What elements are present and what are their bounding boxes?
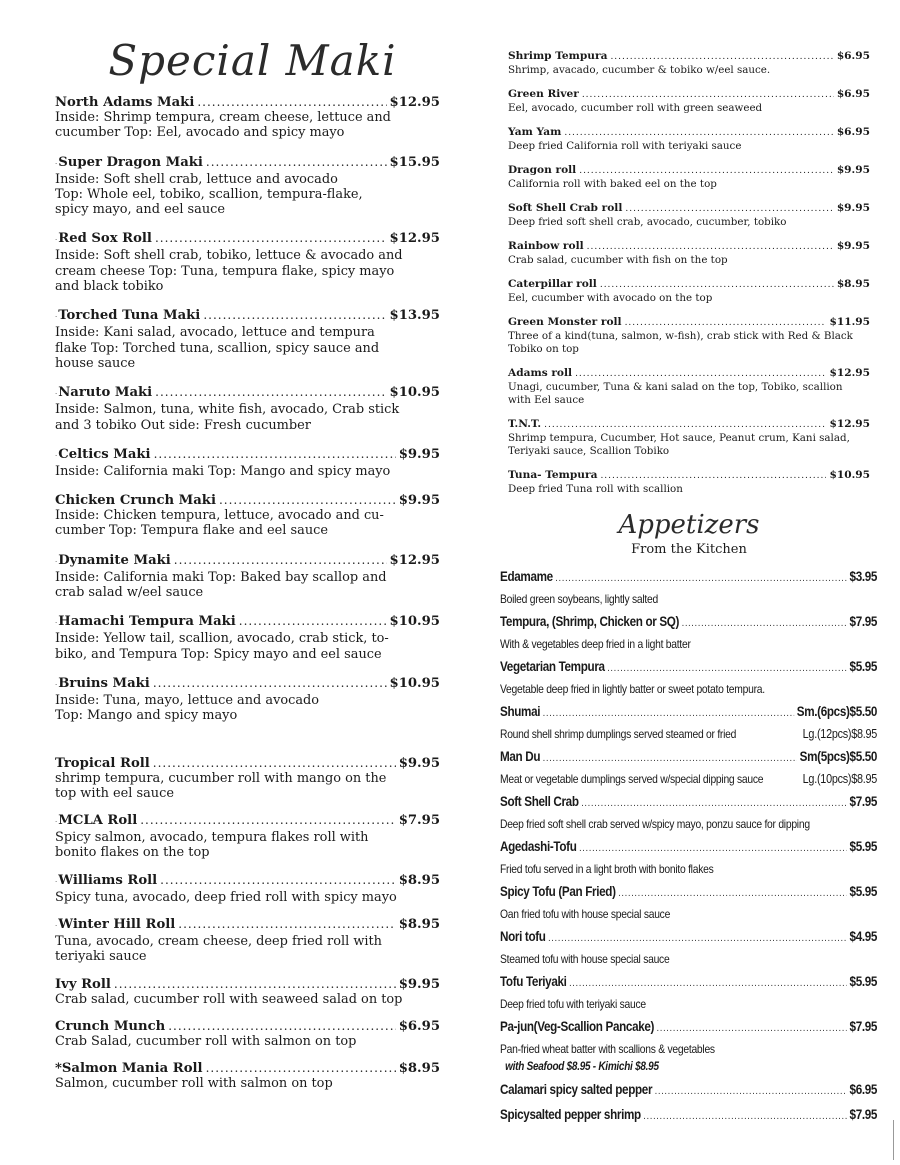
item-desc: Eel, cucumber with avocado on the top [508,292,713,304]
item-name: Tofu Teriyaki [500,974,567,989]
menu-item [55,95,440,141]
appetizers-subtitle: From the Kitchen [631,542,747,557]
item-price: $8.95 [398,1061,440,1077]
item-name: Crunch Munch [55,1018,166,1034]
item-desc: Shrimp, avacado, cucumber & tobiko w/eel sauce. [508,64,771,76]
menu-item: · MCLA Roll ..... $7.95 Spicy salmon, avocado, tempura flakes roll with bonito flakes on the top [55,813,440,861]
item-price: $13.95 [389,308,440,324]
item-desc: Inside: California maki Top: Baked bay scallop and crab salad w/eel sauce [55,569,387,601]
item-desc: Inside: Soft shell crab, tobiko, lettuce & avocado and cream cheese Top: Tuna, tempura flake, spicy mayo and black tobiko [55,248,403,295]
item-desc: Deep fried California roll with teriyaki sauce [508,140,742,152]
item-price: $10.95 [389,614,440,630]
menu-item: · Dynamite Maki ..... $12.95 Inside: California maki Top: Baked bay scallop and crab salad w/eel sauce [55,553,440,601]
right-column [500,0,878,1125]
item-desc: shrimp tempura, cucumber roll with mango on the top with eel sauce [55,770,387,801]
item-price-large: Lg.(10pcs)$8.95 [802,772,878,786]
page-edge-divider [893,1120,894,1160]
item-desc: Shrimp tempura, Cucumber, Hot sauce, Peanut crum, Kani salad, Teriyaki sauce, Scallion Tobiko [508,432,850,457]
menu-item [500,613,877,632]
item-name: T.N.T. [508,418,542,430]
item-desc: Salmon, cucumber roll with salmon on top [55,1076,333,1092]
item-price: $7.95 [849,614,878,629]
item-price: $5.95 [849,974,878,989]
item-name: Rainbow roll [508,240,584,252]
item-desc: Crab salad, cucumber with fish on the top [508,254,728,266]
menu-item [508,50,870,77]
item-name: MCLA Roll [58,813,138,829]
item-desc: Eel, avocado, cucumber roll with green seaweed [508,102,763,114]
item-name: Yam Yam [508,126,562,138]
item-name: Winter Hill Roll [58,917,176,933]
menu-item: · Red Sox Roll ..... $12.95 Inside: Soft shell crab, tobiko, lettuce & avocado and cream cheese Top: Tuna, tempura flake, spicy mayo and black tobiko [55,231,440,294]
item-name: Spicysalted pepper shrimp [500,1107,641,1122]
item-price: $15.95 [389,154,440,170]
item-name: Hamachi Tempura Maki [58,614,236,630]
item-desc: Spicy tuna, avocado, deep fried roll with spicy mayo [55,889,397,905]
item-price: $10.95 [829,469,870,481]
item-price: $9.95 [398,976,440,992]
menu-item: · Williams Roll ..... $8.95 Spicy tuna, avocado, deep fried roll with spicy mayo [55,873,440,905]
menu-item: · Winter Hill Roll ..... $8.95 Tuna, avocado, cream cheese, deep fried roll with teriyaki sauce [55,917,440,965]
menu-item [508,164,870,191]
item-name: Shumai [500,704,541,719]
item-name: Man Du [500,749,541,764]
menu-item [55,977,440,1007]
item-price: $8.95 [398,872,440,888]
item-desc: Three of a kind(tuna, salmon, w-fish), crab stick with Red & Black Tobiko on top [508,330,853,355]
item-price: $9.95 [836,202,870,214]
item-price: $7.95 [849,1107,878,1122]
item-desc: Unagi, cucumber, Tuna & kani salad on the top, Tobiko, scallion with Eel sauce [508,381,843,406]
menu-item [508,316,870,356]
menu-item [55,756,440,802]
item-price: $8.95 [398,917,440,933]
rolls-list-left [55,756,440,1092]
item-desc: Inside: California maki Top: Mango and spicy mayo [55,463,391,479]
item-name: Ivy Roll [55,976,111,992]
item-name: Dynamite Maki [58,552,171,568]
item-desc: Inside: Salmon, tuna, white fish, avocado, Crab stick and 3 tobiko Out side: Fresh cucumber [55,402,400,433]
item-price: $11.95 [829,316,870,328]
item-desc: Pan-fried wheat batter with scallions & vegetables [500,1042,715,1056]
special-maki-title: Special Maki [108,36,397,85]
item-desc: Fried tofu served in a light broth with bonito flakes [500,862,714,876]
menu-item: · Hamachi Tempura Maki ..... $10.95 Inside: Yellow tail, scallion, avocado, crab stick, to- biko, and Tempura Top: Spicy mayo and eel sauce [55,614,440,662]
item-desc: Crab salad, cucumber roll with seaweed salad on top [55,991,403,1007]
item-name: Tempura, (Shrimp, Chicken or SQ) [500,614,680,629]
menu-item [500,1018,877,1037]
item-name: Celtics Maki [58,446,151,462]
item-desc: Meat or vegetable dumplings served w/special dipping sauce Lg.(10pcs)$8.95 [500,772,878,786]
item-name: Soft Shell Crab [500,794,579,809]
item-desc: California roll with baked eel on the top [508,178,717,190]
item-desc: Steamed tofu with house special sauce [500,952,670,966]
item-price: $3.95 [849,569,878,584]
item-variant: with Seafood $8.95 - Kimichi $8.95 [505,1060,659,1073]
menu-item [55,493,440,539]
item-name: Spicy Tofu (Pan Fried) [500,884,616,899]
menu-item: · Super Dragon Maki ..... $15.95 Inside: Soft shell crab, lettuce and avocado Top: Whole eel, tobiko, scallion, tempura-flake, spicy mayo, and eel sauce [55,155,440,218]
item-price: $10.95 [389,385,440,401]
item-price: $9.95 [836,240,870,252]
item-desc: Inside: Shrimp tempura, cream cheese, lettuce and cucumber Top: Eel, avocado and spicy mayo [55,110,391,141]
item-price: $5.95 [849,884,878,899]
menu-item [500,928,877,947]
item-price: $12.95 [829,367,870,379]
item-name: Tuna- Tempura [508,469,598,481]
menu-item [55,1019,440,1049]
item-desc: Crab Salad, cucumber roll with salmon on top [55,1033,357,1049]
menu-item [508,202,870,229]
menu-item [500,703,877,722]
menu-item: · Celtics Maki ..... $9.95 Inside: California maki Top: Mango and spicy mayo [55,447,440,479]
item-price: $9.95 [398,755,440,771]
item-name: Soft Shell Crab roll [508,202,623,214]
item-name: *Salmon Mania Roll [55,1061,203,1077]
item-desc: Inside: Kani salad, avocado, lettuce and tempura flake Top: Torched tuna, scallion, spicy sauce and house sauce [55,325,380,371]
menu-item [508,88,870,115]
special-maki-list [55,95,440,724]
item-desc: Round shell shrimp dumplings served steamed or fried Lg.(12pcs)$8.95 [500,727,878,741]
item-price: $6.95 [836,88,870,100]
menu-item [500,793,877,812]
item-desc: Tuna, avocado, cream cheese, deep fried roll with teriyaki sauce [55,934,382,965]
appetizers-list [500,568,878,1125]
item-name: Adams roll [508,367,573,379]
menu-item [508,240,870,267]
item-name: Edamame [500,569,553,584]
menu-item [508,278,870,305]
item-name: Caterpillar roll [508,278,597,290]
item-price: $10.95 [389,675,440,691]
rolls-list-right [508,50,870,496]
item-desc: Vegetable deep fried in lightly batter or sweet potato tempura. [500,682,765,696]
item-name: Shrimp Tempura [508,50,608,62]
item-desc: Oan fried tofu with house special sauce [500,907,671,921]
menu-item [500,1106,877,1125]
menu-item [500,658,877,677]
item-price-large: Lg.(12pcs)$8.95 [802,727,878,741]
item-price: $12.95 [389,95,440,110]
item-desc: Inside: Soft shell crab, lettuce and avocado Top: Whole eel, tobiko, scallion, tempura-flake, spicy mayo, and eel sauce [55,171,363,218]
item-name: Pa-jun(Veg-Scallion Pancake) [500,1019,655,1034]
item-desc: Boiled green soybeans, lightly salted [500,592,658,606]
menu-item: · Torched Tuna Maki ..... $13.95 Inside: Kani salad, avocado, lettuce and tempura flake Top: Torched tuna, scallion, spicy sauce and house sauce [55,308,440,371]
item-price: $6.95 [836,50,870,62]
item-desc: Inside: Yellow tail, scallion, avocado, crab stick, to- biko, and Tempura Top: Spicy mayo and eel sauce [55,631,389,662]
item-price: $5.95 [849,659,878,674]
menu-item [508,418,870,458]
menu-item [500,568,877,587]
item-desc: Deep fried soft shell crab served w/spicy mayo, ponzu sauce for dipping [500,817,810,831]
item-price: $12.95 [389,231,440,247]
item-desc: Inside: Chicken tempura, lettuce, avocado and cu- cumber Top: Tempura flake and eel sauce [55,508,384,539]
menu-item: · Bruins Maki ..... $10.95 Inside: Tuna, mayo, lettuce and avocado Top: Mango and spicy mayo [55,676,440,724]
item-name: Green Monster roll [508,316,622,328]
menu-item [500,748,877,767]
item-name: Torched Tuna Maki [58,308,201,324]
item-desc: With & vegetables deep fried in a light batter [500,637,691,651]
item-name: Dragon roll [508,164,577,176]
item-price: Sm.(6pcs)$5.50 [796,704,878,719]
item-name: Agedashi-Tofu [500,839,577,854]
item-name: Super Dragon Maki [58,154,203,170]
menu-item [55,1061,440,1091]
item-price: $9.95 [836,164,870,176]
item-name: Bruins Maki [58,675,150,691]
item-price: $4.95 [849,929,878,944]
item-price: $7.95 [849,794,878,809]
item-price: $5.95 [849,839,878,854]
menu-item [500,883,877,902]
menu-item [508,367,870,407]
appetizers-header [508,510,870,558]
item-name: Williams Roll [58,872,158,888]
item-desc: Deep fried soft shell crab, avocado, cucumber, tobiko [508,216,787,228]
item-desc: Deep fried Tuna roll with scallion [508,483,683,495]
item-price: $7.95 [849,1019,878,1034]
item-price: $7.95 [398,813,440,829]
item-name: Chicken Crunch Maki [55,493,216,509]
item-price: $12.95 [389,552,440,568]
appetizers-title: Appetizers [618,510,760,540]
menu-item [500,838,877,857]
item-name: Nori tofu [500,929,546,944]
menu-item [508,469,870,496]
item-price: $12.95 [829,418,870,430]
item-name: North Adams Maki [55,95,195,110]
item-price: $9.95 [398,493,440,509]
item-price: $8.95 [836,278,870,290]
menu-item [500,1081,877,1100]
left-column [55,0,440,1104]
item-name: Green River [508,88,579,100]
item-desc: Spicy salmon, avocado, tempura flakes roll with bonito flakes on the top [55,830,369,861]
item-desc: Inside: Tuna, mayo, lettuce and avocado Top: Mango and spicy mayo [55,692,320,724]
item-name: Red Sox Roll [58,231,152,247]
item-price: $6.95 [836,126,870,138]
item-price: Sm(5pcs)$5.50 [799,749,878,764]
item-desc: Deep fried tofu with teriyaki sauce [500,997,646,1011]
menu-item: · Naruto Maki ..... $10.95 Inside: Salmon, tuna, white fish, avocado, Crab stick and 3 tobiko Out side: Fresh cucumber [55,385,440,433]
item-price: $9.95 [398,446,440,462]
item-name: Vegetarian Tempura [500,659,605,674]
item-name: Tropical Roll [55,755,150,771]
menu-item [508,126,870,153]
item-name: Naruto Maki [58,385,153,401]
item-price: $6.95 [849,1082,878,1097]
menu-item [500,973,877,992]
item-price: $6.95 [398,1018,440,1034]
item-name: Calamari spicy salted pepper [500,1082,653,1097]
